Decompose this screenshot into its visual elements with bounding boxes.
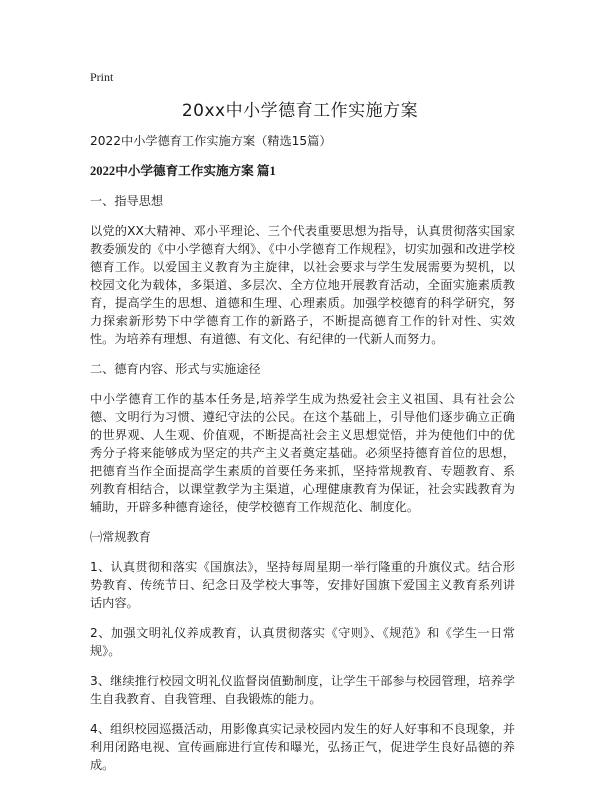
- list-item-4: 4、组织校园巡摄活动，用影像真实记录校园内发生的好人好事和不良现象，并利用闭路电视、宣传画廊进行宣传和曝光，弘扬正气，促进学生良好品德的养成。: [90, 722, 515, 772]
- document-body: [90, 132, 515, 786]
- section-title: 2022中小学德育工作实施方案 篇1: [90, 164, 276, 178]
- list-item-1: 1、认真贯彻和落实《国旗法》，坚持每周星期一举行隆重的升旗仪式。结合形势教育、传统节日、纪念日及学校大事等，安排好国旗下爱国主义教育系列讲话内容。: [90, 560, 515, 610]
- paragraph-guiding-ideology: 以党的XX大精神、邓小平理论、三个代表重要思想为指导，认真贯彻落实国家教委颁发的《中小学德育大纲》、《中小学德育工作规程》，切实加强和改进学校德育工作。以爱国主义教育为主旋律，以社会要求与学生发展需要为契机，以校园文化为载体，多渠道、多层次、全方位地开展教育活动，全面实施素质教育，提高学生的思想、道德和生理、心理素质。加强学校德育的科学研究，努力探索新形势下中学德育工作的新路子，不断提高德育工作的针对性、实效性。为培养有理想、有道德、有文化、有纪律的一代新人而努力。: [90, 224, 515, 346]
- paragraph-content-forms: 中小学德育工作的基本任务是,培养学生成为热爱社会主义祖国、具有社会公德、文明行为习惯、遵纪守法的公民。在这个基础上，引导他们逐步确立正确的世界观、人生观、价值观，不断提高社会主义思想觉悟，并为使他们中的优秀分子将来能够成为坚定的共产主义者奠定基础。必须坚持德育首位的思想，把德育当作全面提高学生素质的首要任务来抓，坚持常规教育、专题教育、系列教育相结合，以课堂教学为主渠道，心理健康教育为保证，社会实践教育为辅助，开辟多种德育途径，使学校德育工作规范化、制度化。: [90, 392, 515, 514]
- document-subtitle: 2022中小学德育工作实施方案（精选15篇）: [90, 134, 332, 148]
- heading-guiding-ideology: 一、指导思想: [90, 194, 164, 208]
- list-item-3: 3、继续推行校园文明礼仪监督岗值勤制度，让学生干部参与校园管理，培养学生自我教育、自我管理、自我锻炼的能力。: [90, 674, 515, 706]
- heading-routine-education: ㈠常规教育: [90, 530, 151, 544]
- heading-content-forms: 二、德育内容、形式与实施途径: [90, 362, 261, 376]
- print-link[interactable]: Print: [90, 70, 114, 84]
- list-item-2: 2、加强文明礼仪养成教育，认真贯彻落实《守则》、《规范》和《学生一日常规》。: [90, 626, 515, 658]
- page-title: 20xx中小学德育工作实施方案: [181, 101, 419, 121]
